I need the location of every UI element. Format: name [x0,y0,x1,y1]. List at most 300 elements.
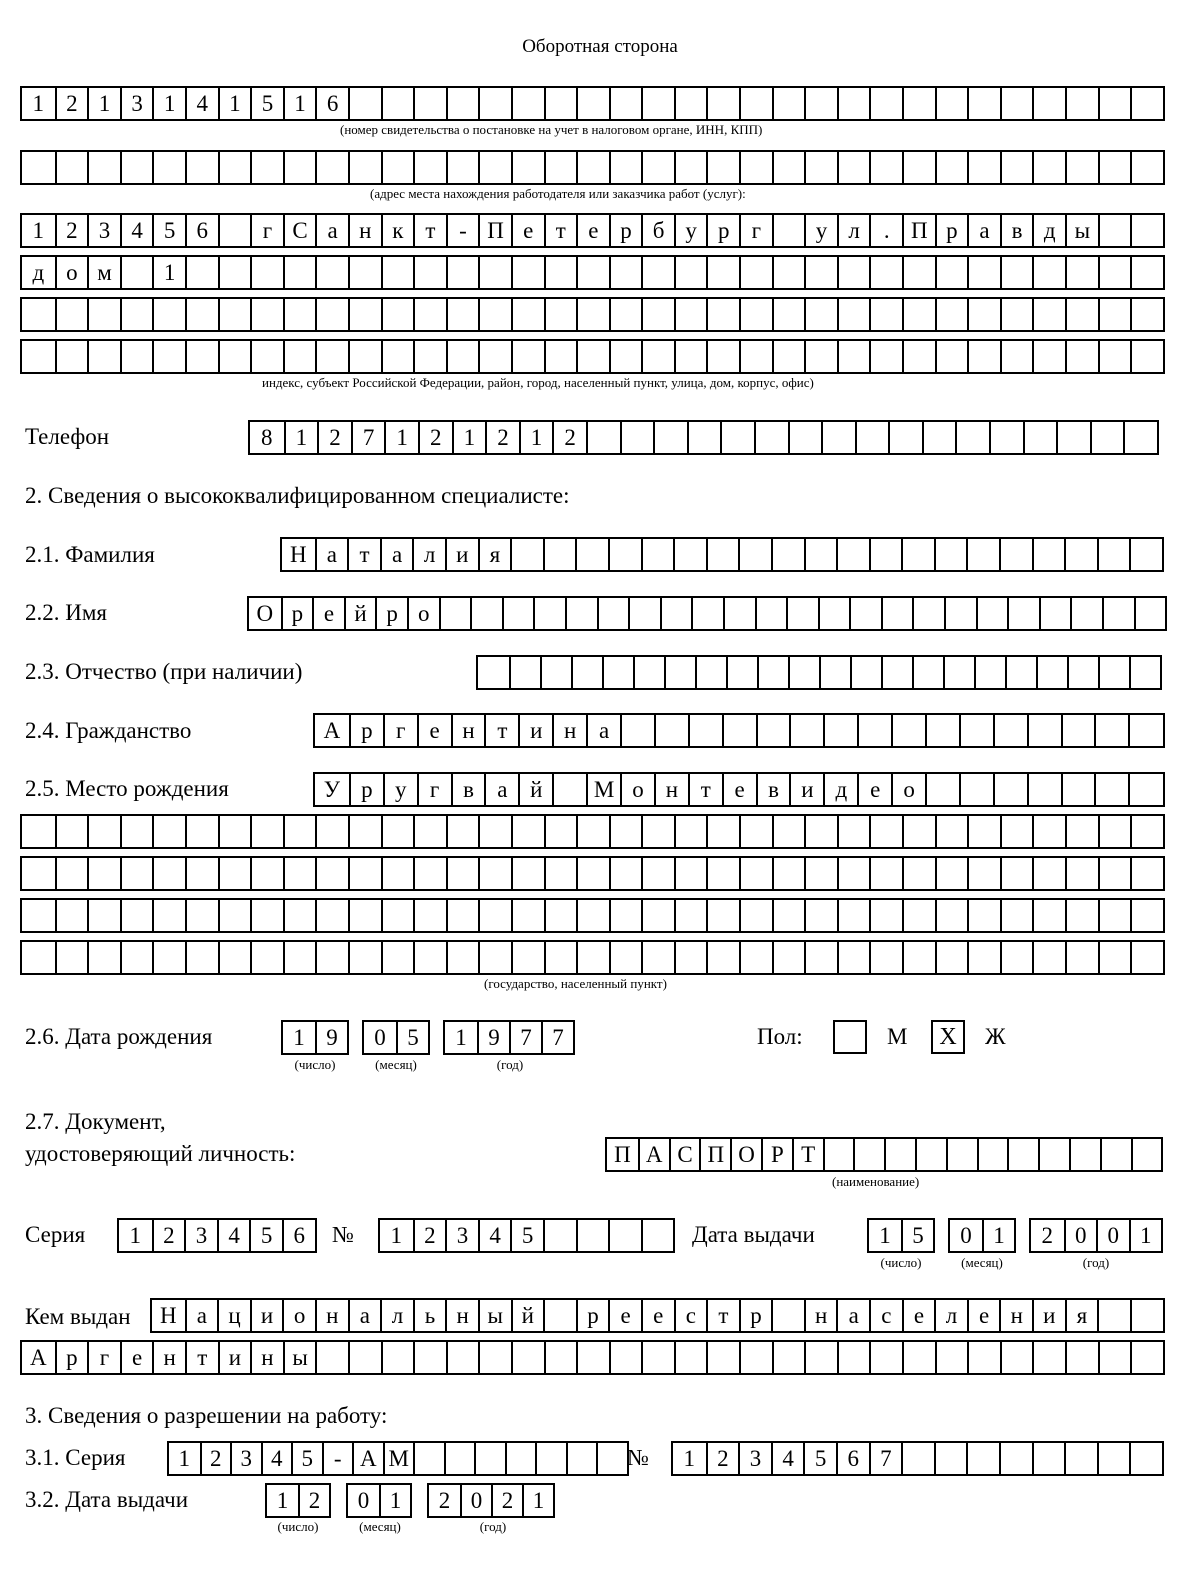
surname-cell [510,539,543,570]
surname-cell [1064,539,1097,570]
issued-by2-cell [544,1342,577,1373]
page-title: Оборотная сторона [522,36,678,57]
issue-year-caption: (год) [1082,1255,1110,1270]
addr-blank-cell [218,152,251,183]
birth-month-cell: 5 [396,1022,428,1053]
doc-name-cell [884,1139,915,1170]
birth-year-caption: (год) [496,1057,524,1072]
birthplace3-cell [446,858,479,889]
addr2-cell [706,257,739,288]
issued-by1-cell: о [282,1300,315,1331]
doc-name-cell [853,1139,884,1170]
birthplace3-cell [283,858,316,889]
permit-year-boxes[interactable] [427,1483,555,1518]
birthplace3-cell [218,858,251,889]
surname-cell [901,539,934,570]
birthplace2-cell [446,816,479,847]
birthplace4-cell [739,900,772,931]
birthplace2-cell [706,816,739,847]
addr4-cell [218,341,251,372]
doc-name-cell: А [638,1139,669,1170]
birthplace1-cell [959,774,993,805]
addr4-cell [120,341,153,372]
birthplace4-cell [250,900,283,931]
addr3-cell [576,299,609,330]
patronymic-cell [943,657,974,688]
surname-boxes[interactable] [280,537,1164,572]
citizenship-cell: А [323,718,341,743]
birthplace3-cell [22,858,55,889]
permit-series-boxes[interactable] [167,1441,629,1476]
addr4-cell [902,341,935,372]
birthplace3-cell [935,858,968,889]
birthplace3-cell [1130,858,1163,889]
birthplace3-cell [120,858,153,889]
addr-blank-cell [967,152,1000,183]
birthplace4-cell [837,900,870,931]
addr-blank-cell [1032,152,1065,183]
birth-year-boxes[interactable] [443,1020,575,1055]
birthplace1-cell: е [722,774,756,805]
issued-by2-cell [739,1342,772,1373]
issued-by1-cell: а [185,1300,218,1331]
birthplace2-cell [283,816,316,847]
birthplace2-cell [22,816,55,847]
doc-name-cell: О [730,1139,761,1170]
name-cell [533,598,565,629]
addr2-cell [413,257,446,288]
issue-year-boxes[interactable] [1029,1218,1163,1253]
doc-label-line-2: удостоверяющий личность: [25,1141,296,1166]
issue-month-boxes[interactable] [948,1218,1016,1253]
phone-cell [821,422,855,453]
issued-by2-cell: е [120,1342,153,1373]
series-label: Серия [25,1222,86,1247]
citizenship-cell: т [484,715,518,746]
permit-month-boxes[interactable] [346,1483,412,1518]
birth-year-cell: 9 [477,1022,509,1053]
address-blank-row[interactable] [20,150,1165,185]
surname-cell [673,539,706,570]
permit-series-cell: А [352,1443,383,1474]
birthplace4-cell [706,900,739,931]
number-cell [608,1220,641,1251]
addr1-cell [218,215,251,246]
patronymic-boxes[interactable] [476,655,1162,690]
birthplace4-cell [935,900,968,931]
birthplace-row-5[interactable] [20,940,1165,975]
issued-by2-cell [641,1342,674,1373]
addr-blank-cell [935,152,968,183]
addr1-cell: . [869,215,902,246]
issued-by2-cell [902,1342,935,1373]
phone-cell [855,422,889,453]
birthplace2-cell [511,816,544,847]
phone-cell: 2 [552,422,586,453]
inn-cell [739,88,772,119]
addr4-cell [1130,341,1163,372]
birthplace-label: 2.5. Место рождения [25,776,229,801]
addr-blank-cell [902,152,935,183]
phone-cell [888,422,922,453]
issued-by1-cell: е [641,1300,674,1331]
inn-cell [902,88,935,119]
name-cell [565,598,597,629]
permit-number-cell: 6 [836,1443,869,1474]
birthplace-row-2[interactable] [20,814,1165,849]
birthplace4-cell [152,900,185,931]
addr1-cell: 2 [55,215,88,246]
addr2-cell [674,257,707,288]
phone-cell: 2 [485,422,519,453]
citizenship-cell [925,715,959,746]
doc-series-boxes[interactable] [117,1218,317,1253]
name-cell [881,598,913,629]
birthplace3-cell [869,858,902,889]
name-cell [755,598,787,629]
citizenship-cell [789,715,823,746]
permit-series-cell: 5 [291,1443,322,1474]
permit-series-cell [535,1443,566,1474]
name-cell [786,598,818,629]
issued-by2-cell: ы [283,1342,316,1373]
addr4-cell [22,341,55,372]
addr1-cell: т [413,215,446,246]
addr1-cell: 6 [185,215,218,246]
addr2-cell [1130,257,1163,288]
issued-by2-cell: и [218,1342,251,1373]
citizenship-cell: а [586,715,620,746]
issued-by-row-1[interactable] [150,1298,1165,1333]
addr4-cell [446,341,479,372]
surname-cell: а [380,539,413,570]
addr4-cell [1098,341,1131,372]
phone-boxes[interactable] [248,420,1159,455]
issued-by1-cell: ц [217,1300,250,1331]
addr2-cell [1000,257,1033,288]
issued-by1-cell: р [739,1300,772,1331]
doc-number-boxes[interactable] [378,1218,675,1253]
patronymic-cell [633,657,664,688]
addr1-cell [1130,215,1163,246]
issued-by-row-2[interactable] [20,1340,1165,1375]
issue-month-cell: 1 [982,1220,1014,1251]
addr2-cell [869,257,902,288]
sex-label: Пол: [757,1024,803,1049]
addr-blank-cell [22,152,55,183]
birthplace1-cell: М [586,774,620,805]
birthplace2-cell [185,816,218,847]
birthplace2-cell [935,816,968,847]
name-cell [1134,598,1166,629]
issue-month-caption: (месяц) [961,1255,1003,1270]
name-cell: р [375,598,407,629]
birthplace4-cell [641,900,674,931]
surname-label: 2.1. Фамилия [25,542,155,567]
birthplace1-cell: о [620,774,654,805]
doc-name-boxes[interactable] [605,1137,1163,1172]
addr3-cell [1032,299,1065,330]
patronymic-cell [881,657,912,688]
addr2-cell [641,257,674,288]
issued-by2-cell [381,1342,414,1373]
issued-by2-cell [1032,1342,1065,1373]
addr4-cell [544,341,577,372]
surname-cell [869,539,902,570]
birthplace5-cell [511,942,544,973]
birth-month-caption: (месяц) [375,1057,417,1072]
addr3-cell [674,299,707,330]
series-cell: 1 [129,1223,142,1248]
addr-blank-cell [283,152,316,183]
birth-day-caption: (число) [294,1057,336,1072]
addr3-cell [1065,299,1098,330]
permit-series-cell: 3 [230,1443,261,1474]
citizenship-cell [857,715,891,746]
addr-blank-cell [609,152,642,183]
birthplace4-cell [283,900,316,931]
birth-month-boxes[interactable] [362,1020,430,1055]
addr3-cell [381,299,414,330]
birthplace1-cell: У [323,777,341,802]
addr3-cell [1000,299,1033,330]
address-row-2[interactable] [20,255,1165,290]
issued-by2-cell [1000,1342,1033,1373]
birthplace3-cell [1000,858,1033,889]
birthplace2-cell [1000,816,1033,847]
birthplace4-cell [381,900,414,931]
birthplace2-cell [1130,816,1163,847]
name-boxes[interactable] [247,596,1167,631]
name-cell [976,598,1008,629]
issued-by1-cell: Н [159,1303,177,1328]
birthplace2-cell [87,816,120,847]
birthplace1-cell: н [654,774,688,805]
inn-cell [1032,88,1065,119]
issued-by1-cell: т [706,1300,739,1331]
birthplace5-cell [1098,942,1131,973]
surname-cell: Н [289,542,307,567]
surname-cell [543,539,576,570]
patronymic-cell [540,657,571,688]
issued-by1-cell: и [1032,1300,1065,1331]
inn-cell: 3 [120,88,153,119]
citizenship-cell: р [349,715,383,746]
surname-cell [934,539,967,570]
birthplace1-cell [1094,774,1128,805]
number-cell: 2 [413,1220,446,1251]
addr-blank-cell [446,152,479,183]
phone-cell [1056,422,1090,453]
birthplace3-cell [772,858,805,889]
birthplace2-cell [804,816,837,847]
phone-cell: 1 [284,422,318,453]
issued-by2-cell [869,1342,902,1373]
addr4-cell [348,341,381,372]
permit-number-cell [901,1443,934,1474]
addr1-cell [1098,215,1131,246]
inn-cell: 5 [250,88,283,119]
birthplace1-cell: у [383,774,417,805]
birthplace3-cell [804,858,837,889]
permit-month-cell: 0 [357,1488,370,1513]
permit-number-cell: 1 [683,1446,696,1471]
issued-by2-cell [413,1342,446,1373]
addr3-cell [250,299,283,330]
birthplace-row-3[interactable] [20,856,1165,891]
addr4-cell [478,341,511,372]
addr1-cell: р [609,215,642,246]
birthplace5-cell [283,942,316,973]
patronymic-cell [1067,657,1098,688]
address-row-1[interactable] [20,213,1165,248]
sex-female-checkbox[interactable]: X [931,1020,965,1054]
issued-by2-cell [348,1342,381,1373]
permit-number-cell: 2 [706,1443,739,1474]
issued-by2-cell: т [185,1342,218,1373]
addr2-cell [609,257,642,288]
birthplace3-cell [544,858,577,889]
permit-number-cell: 7 [869,1443,902,1474]
phone-cell [620,422,654,453]
inn-cell: 1 [87,88,120,119]
citizenship-cell [654,715,688,746]
sex-female-label: Ж [985,1024,1006,1049]
birthplace2-cell [478,816,511,847]
issue-day-boxes[interactable] [867,1218,935,1253]
inn-boxes[interactable] [20,86,1165,121]
birthplace5-cell [674,942,707,973]
birthplace2-cell [55,816,88,847]
patronymic-cell [850,657,881,688]
inn-cell: 4 [185,88,218,119]
phone-cell [922,422,956,453]
birthplace1-cell: в [451,774,485,805]
phone-cell: 2 [418,422,452,453]
surname-cell: л [412,539,445,570]
permit-date-label: 3.2. Дата выдачи [25,1487,189,1512]
birthplace5-cell [315,942,348,973]
patronymic-cell [1005,657,1036,688]
addr3-cell [152,299,185,330]
birthplace4-cell [674,900,707,931]
permit-day-caption: (число) [277,1519,319,1534]
permit-year-cell: 2 [491,1485,522,1516]
issued-by1-cell: р [576,1300,609,1331]
citizenship-boxes[interactable] [313,713,1165,748]
addr2-cell: м [87,257,120,288]
addr1-cell: 4 [120,215,153,246]
birthplace-row-4[interactable] [20,898,1165,933]
birthplace5-cell [55,942,88,973]
surname-cell: т [347,539,380,570]
addr4-cell [185,341,218,372]
birthplace2-cell [674,816,707,847]
addr3-cell [218,299,251,330]
addr2-cell [315,257,348,288]
addr4-cell [250,341,283,372]
addr1-cell [772,215,805,246]
addr2-cell: о [55,257,88,288]
addr2-cell [1065,257,1098,288]
phone-cell: 1 [384,422,418,453]
birthplace1-cell: в [756,774,790,805]
addr-blank-cell [120,152,153,183]
addr1-cell: 3 [87,215,120,246]
name-cell: е [312,598,344,629]
issued-by1-cell: ы [478,1300,511,1331]
permit-number-boxes[interactable] [671,1441,1164,1476]
sex-male-checkbox[interactable] [833,1020,867,1054]
citizenship-cell [688,715,722,746]
issued-by1-cell: а [836,1300,869,1331]
addr4-cell [381,341,414,372]
address-row-3[interactable] [20,297,1165,332]
citizenship-cell [620,715,654,746]
surname-cell [706,539,739,570]
issued-by1-cell: л [934,1300,967,1331]
addr1-cell: р [935,215,968,246]
address-row-4[interactable] [20,339,1165,374]
addr3-cell [902,299,935,330]
permit-year-cell: 1 [522,1485,553,1516]
series-cell: 5 [249,1220,282,1251]
addr3-cell [55,299,88,330]
birth-day-boxes[interactable] [281,1020,349,1055]
addr2-cell [576,257,609,288]
series-cell: 4 [217,1220,250,1251]
addr2-cell [348,257,381,288]
citizenship-label: 2.4. Гражданство [25,718,192,743]
birthplace5-cell [348,942,381,973]
inn-cell: 1 [152,88,185,119]
birthplace5-cell [120,942,153,973]
addr4-cell [55,341,88,372]
issued-by1-cell: н [804,1300,837,1331]
citizenship-cell: н [451,715,485,746]
number-cell: 4 [478,1220,511,1251]
name-cell [628,598,660,629]
permit-series-cell: М [383,1443,414,1474]
addr4-cell [609,341,642,372]
phone-cell [754,422,788,453]
birthplace2-cell [1032,816,1065,847]
inn-cell [576,88,609,119]
birthplace4-cell [1098,900,1131,931]
name-cell [1102,598,1134,629]
citizenship-cell [993,715,1027,746]
birthplace-row-1[interactable] [313,772,1165,807]
issued-by2-cell [511,1342,544,1373]
addr4-cell [413,341,446,372]
addr1-cell: П [478,215,511,246]
addr-blank-cell [739,152,772,183]
addr2-cell [381,257,414,288]
birthplace2-cell [609,816,642,847]
issue-year-cell: 1 [1129,1220,1162,1251]
birthplace5-cell [185,942,218,973]
issued-by1-cell: н [445,1300,478,1331]
addr2-cell [837,257,870,288]
permit-day-boxes[interactable] [265,1483,331,1518]
addr1-cell: у [674,215,707,246]
permit-series-cell [474,1443,505,1474]
issued-by1-cell: я [1065,1300,1098,1331]
addr4-cell [152,341,185,372]
surname-cell [575,539,608,570]
issued-by1-cell [1130,1300,1163,1331]
surname-cell [738,539,771,570]
